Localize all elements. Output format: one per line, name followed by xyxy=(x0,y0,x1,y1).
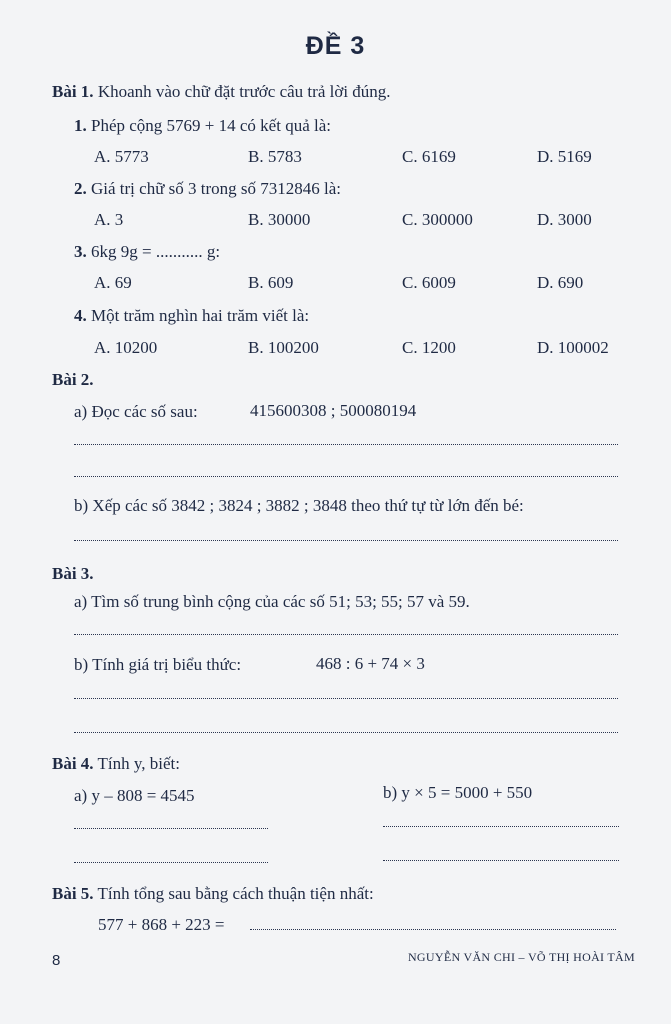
bai2-part-a: a) Đọc các số sau: xyxy=(74,402,198,421)
answer-line[interactable] xyxy=(74,634,618,635)
bai4-part-b: b) y × 5 = 5000 + 550 xyxy=(383,783,533,802)
question-number: 3. xyxy=(74,242,87,261)
answer-line[interactable] xyxy=(383,860,619,861)
bai4-heading xyxy=(52,754,180,774)
option-c[interactable]: C. 6169 xyxy=(402,147,456,166)
bai5-label: Bài 5. xyxy=(52,884,94,903)
option-c[interactable]: C. 1200 xyxy=(402,338,456,357)
bai2-label: Bài 2. xyxy=(52,370,94,389)
option-b[interactable]: B. 609 xyxy=(248,273,294,292)
option-a[interactable]: A. 10200 xyxy=(94,338,158,357)
bai4-part-a: a) y – 808 = 4545 xyxy=(74,786,195,805)
option-a[interactable]: A. 69 xyxy=(94,273,132,292)
question-text: Giá trị chữ số 3 trong số 7312846 là: xyxy=(91,179,342,198)
question-number: 1. xyxy=(74,116,87,135)
answer-line[interactable] xyxy=(74,444,618,445)
bai4-label: Bài 4. xyxy=(52,754,94,773)
option-d[interactable]: D. 3000 xyxy=(537,210,592,229)
bai2-numbers: 415600308 ; 500080194 xyxy=(250,401,417,420)
answer-line[interactable] xyxy=(74,862,268,863)
option-a[interactable]: A. 3 xyxy=(94,210,124,229)
bai1-question-2 xyxy=(74,179,341,199)
bai3-label: Bài 3. xyxy=(52,564,94,583)
option-b[interactable]: B. 30000 xyxy=(248,210,311,229)
bai1-instruction: Khoanh vào chữ đặt trước câu trả lời đúng. xyxy=(97,82,391,101)
answer-line[interactable] xyxy=(74,476,618,477)
option-c[interactable]: C. 300000 xyxy=(402,210,473,229)
bai3-expression: 468 : 6 + 74 × 3 xyxy=(316,654,425,673)
bai1-question-1 xyxy=(74,116,331,136)
page-title: ĐỀ 3 xyxy=(305,32,366,60)
page-number: 8 xyxy=(52,952,61,969)
option-d[interactable]: D. 100002 xyxy=(537,338,609,357)
bai1-question-4 xyxy=(74,306,309,326)
bai4-instruction: Tính y, biết: xyxy=(97,754,180,773)
question-text: Phép cộng 5769 + 14 có kết quả là: xyxy=(91,116,331,135)
question-number: 4. xyxy=(74,306,87,325)
question-number: 2. xyxy=(74,179,87,198)
option-b[interactable]: B. 100200 xyxy=(248,338,319,357)
bai1-heading xyxy=(52,82,391,102)
answer-line[interactable] xyxy=(74,828,268,829)
answer-line[interactable] xyxy=(383,826,619,827)
bai5-expression: 577 + 868 + 223 = xyxy=(98,915,225,934)
bai1-question-3 xyxy=(74,242,220,262)
bai3-part-b: b) Tính giá trị biểu thức: xyxy=(74,655,242,674)
answer-line[interactable] xyxy=(74,540,618,541)
option-b[interactable]: B. 5783 xyxy=(248,147,302,166)
authors: NGUYỄN VĂN CHI – VÕ THỊ HOÀI TÂM xyxy=(407,950,635,964)
bai2-part-b: b) Xếp các số 3842 ; 3824 ; 3882 ; 3848 theo thứ tự từ lớn đến bé: xyxy=(74,496,524,515)
bai5-heading xyxy=(52,884,374,904)
option-c[interactable]: C. 6009 xyxy=(402,273,456,292)
bai5-instruction: Tính tổng sau bằng cách thuận tiện nhất: xyxy=(97,884,374,903)
option-d[interactable]: D. 5169 xyxy=(537,147,592,166)
option-a[interactable]: A. 5773 xyxy=(94,147,149,166)
answer-line[interactable] xyxy=(74,698,618,699)
question-text: 6kg 9g = ........... g: xyxy=(91,242,221,261)
answer-line[interactable] xyxy=(250,929,616,930)
answer-line[interactable] xyxy=(74,732,618,733)
bai1-label: Bài 1. xyxy=(52,82,94,101)
question-text: Một trăm nghìn hai trăm viết là: xyxy=(91,306,310,325)
bai3-part-a: a) Tìm số trung bình cộng của các số 51; 53; 55; 57 và 59. xyxy=(74,592,470,611)
option-d[interactable]: D. 690 xyxy=(537,273,584,292)
